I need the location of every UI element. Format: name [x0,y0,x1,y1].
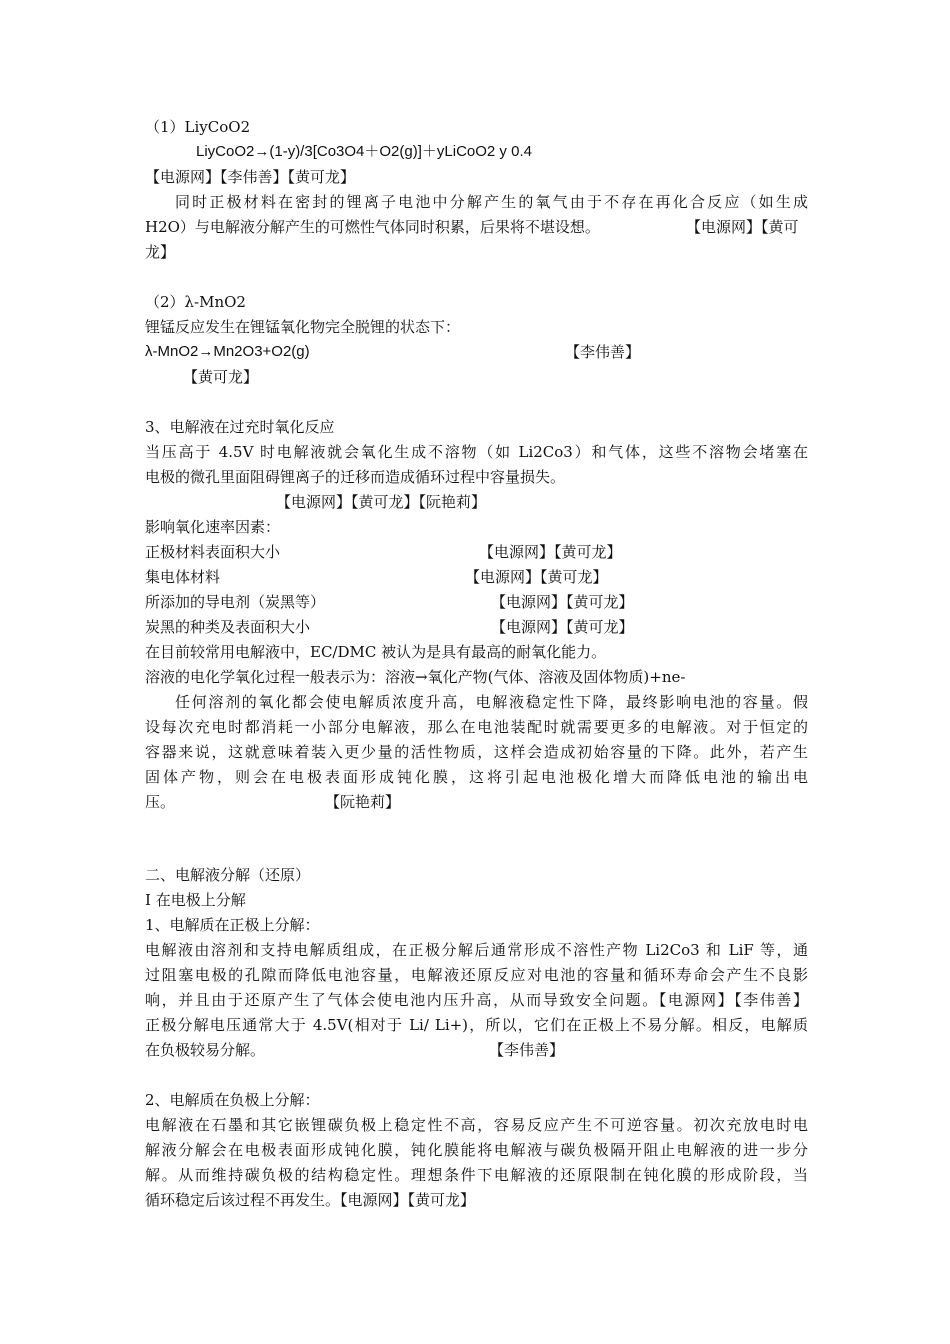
subsection-title: 1、电解质在正极上分解： [145,916,320,934]
paragraph-line: 压。 [145,793,176,811]
source-tag: 【李伟善】 [565,343,641,361]
source-line: 【电源网】【李伟善】【黄可龙】 [145,168,356,186]
paragraph-line: 正极分解电压通常大于 4.5V(相对于 Li/ Li+)，所以，它们在正极上不易分解。相反，电解质 [145,1016,808,1034]
part-heading: 二、电解液分解（还原） [145,866,311,884]
paragraph-line: 解。从而维持碳负极的结构稳定性。理想条件下电解液的还原限制在钝化膜的形成阶段，当 [145,1166,808,1184]
factor-source: 【电源网】【黄可龙】 [491,618,634,636]
subsection-title: 2、电解质在负极上分解： [145,1091,320,1109]
paragraph-line: 过阻塞电极的孔隙而降低电池容量，电解液还原反应对电池的容量和循环寿命会产生不良影 [145,966,808,984]
factor-label: 所添加的导电剂（炭黑等） [145,593,326,611]
source-tag: 【黄可龙】 [183,368,259,386]
paragraph-line: 设每次充电时都消耗一小部分电解液，那么在电池装配时就需要更多的电解液。对于恒定的 [145,718,808,736]
factor-source: 【电源网】【黄可龙】 [465,568,608,586]
paragraph-line: 响，并且由于还原产生了气体会使电池内压升高，从而导致安全问题。【电源网】【李伟善】 [145,991,808,1009]
paragraph-line: 循环稳定后该过程不再发生。【电源网】【黄可龙】 [145,1191,476,1209]
paragraph-line: 龙】 [145,243,176,261]
factors-title: 影响氧化速率因素： [145,518,281,536]
source-tag: 【李伟善】 [489,1041,565,1059]
paragraph-line: 同时正极材料在密封的锂离子电池中分解产生的氧气由于不存在再化合反应（如生成 [175,193,808,211]
paragraph-line: 电解液在石墨和其它嵌锂碳负极上稳定性不高，容易反应产生不可逆容量。初次充放电时电 [145,1116,808,1134]
subheading: I 在电极上分解 [145,891,246,909]
paragraph-line: 固体产物，则会在电极表面形成钝化膜，这将引起电池极化增大而降低电池的输出电 [145,768,808,786]
paragraph-line: 在负极较易分解。 [145,1041,266,1059]
paragraph-line: 容器来说，这就意味着装入更少量的活性物质，这样会造成初始容量的下降。此外，若产生 [145,743,808,761]
paragraph-line: 溶液的电化学氧化过程一般表示为：溶液→氧化产物(气体、溶液及固体物质)+ne- [145,668,686,686]
factor-label: 集电体材料 [145,568,221,586]
equation-liycoo2: LiyCoO2→(1-y)/3[Co3O4＋O2(g)]＋yLiCoO2 y 0.4 [196,143,532,160]
factor-label: 炭黑的种类及表面积大小 [145,618,311,636]
equation-mno2: λ-MnO2→Mn2O3+O2(g) [145,343,310,360]
paragraph-line: 任何溶剂的氧化都会使电解质浓度升高，电解液稳定性下降，最终影响电池的容量。假 [175,693,808,711]
section-heading-overcharge: 3、电解液在过充时氧化反应 [145,418,335,436]
paragraph-line: 在目前较常用电解液中，EC/DMC 被认为是具有最高的耐氧化能力。 [145,643,607,661]
factor-label: 正极材料表面积大小 [145,543,281,561]
paragraph-line: 当压高于 4.5V 时电解液就会氧化生成不溶物（如 Li2Co3）和气体，这些不溶物会堵塞在 [145,443,808,461]
source-tag: 【电源网】【黄可 [686,218,799,236]
paragraph-line: 解液分解会在电极表面形成钝化膜，钝化膜能将电解液与碳负极隔开阻止电解液的进一步分 [145,1141,808,1159]
paragraph-line: 电极的微孔里面阻碍锂离子的迁移而造成循环过程中容量损失。 [145,468,566,486]
section-heading-liycoo2: （1）LiyCoO2 [145,118,251,136]
factor-source: 【电源网】【黄可龙】 [479,543,622,561]
paragraph-line: H2O）与电解液分解产生的可燃性气体同时积累，后果将不堪设想。 [145,218,600,236]
section-heading-mno2: （2）λ-MnO2 [145,293,246,311]
source-tag: 【电源网】【黄可龙】【阮艳莉】 [276,493,487,511]
paragraph-line: 锂锰反应发生在锂锰氧化物完全脱锂的状态下： [145,318,461,336]
factor-source: 【电源网】【黄可龙】 [491,593,634,611]
paragraph-line: 电解液由溶剂和支持电解质组成，在正极分解后通常形成不溶性产物 Li2Co3 和 LiF 等，通 [145,941,808,959]
source-tag: 【阮艳莉】 [325,793,401,811]
